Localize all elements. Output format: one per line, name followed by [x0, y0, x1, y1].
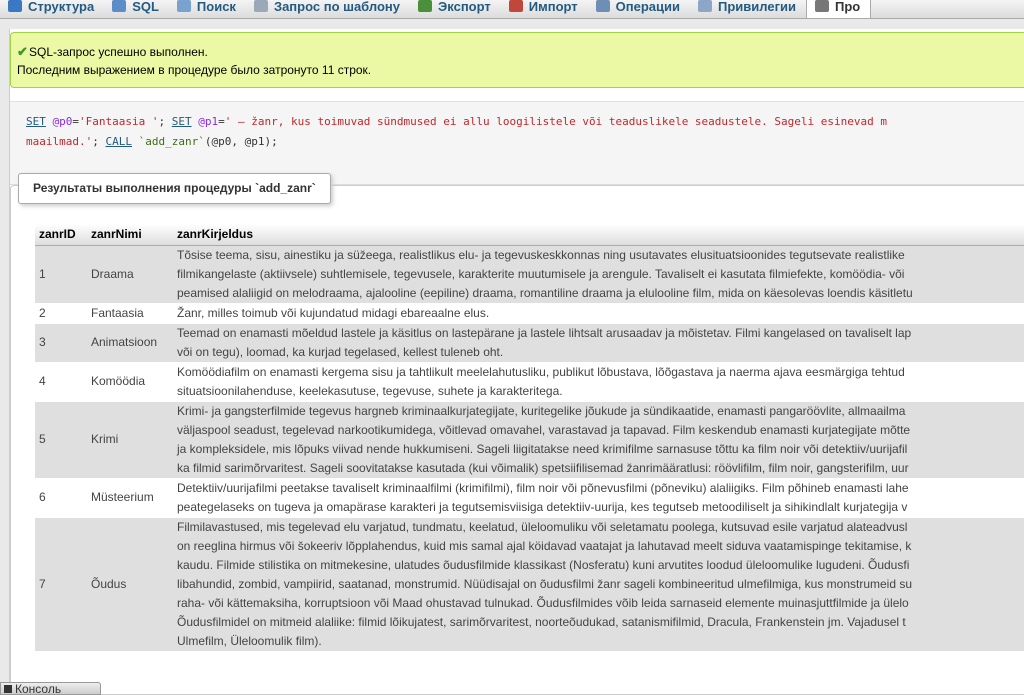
- description-line: Õudusfilmidel on mitmeid alaliike: filmid lõikujatest, sarimõrvaritest, noorteõudukad, satanismifilmid, Dracula, Frankenstein jm. Vajadusel t: [177, 614, 906, 629]
- tab-privileges[interactable]: [690, 0, 806, 19]
- sql-keyword-set[interactable]: SET: [171, 115, 192, 128]
- cell-zanrid: 2: [35, 303, 87, 323]
- description-line: peategelaseks on tugeva ja omapärase karakteri ja tegutsemisviisiga detektiiv-uurija, kes tegutseb metoodiliselt ja sihikindlalt kurjategija v: [177, 499, 908, 514]
- cell-zanrkirjeldus: [173, 245, 1024, 303]
- description-line: filmikangelaste (aktiivsele) suhtlemisele, tegevusele, karakterite muutumisele ja arengule. Tavaliselt ei kasutata filmiefekte, komöödia- või: [177, 266, 905, 281]
- table-row[interactable]: [35, 245, 1024, 303]
- tab-label: Привилегии: [718, 0, 796, 14]
- left-margin: [0, 19, 9, 682]
- cell-zanrnimi: Komöödia: [87, 362, 173, 401]
- structure-icon: [8, 0, 22, 12]
- cell-zanrnimi: Fantaasia: [87, 303, 173, 323]
- description-line: Filmilavastused, mis tegelevad elu varjatud, tundmatu, keelatud, üleloomuliku või seletamatu poolega, kutsuvad esile varjatud alateadvusl: [177, 519, 908, 534]
- main-panel: [9, 29, 1024, 695]
- table-row[interactable]: [35, 323, 1024, 362]
- table-row[interactable]: [35, 362, 1024, 401]
- procedure-results: [10, 181, 1024, 695]
- cell-zanrid: 6: [35, 478, 87, 517]
- search-icon: [177, 0, 191, 12]
- description-line: Detektiiv/uurijafilmi peetakse tavaliselt kriminaalfilmi (krimifilmi), film noir või põnevusfilmi (põneviku) alaliigiks. Film põhineb enamasti lahe: [177, 480, 909, 495]
- description-line: või on tegu), loomad, ka kurjad tegelased, kellest tuleneb oht.: [177, 344, 504, 359]
- results-table: [35, 224, 1024, 652]
- results-legend: Результаты выполнения процедуры `add_zanr`: [18, 173, 331, 204]
- description-line: Teemad on enamasti mõeldud lastele ja käsitlus on lastepärane ja lastele lihtsalt arusaadav ja mõistetav. Filmi kangelased on tavaliselt lap: [177, 325, 912, 340]
- privileges-icon: [698, 0, 712, 12]
- tab-search[interactable]: [169, 0, 246, 19]
- console-toggle[interactable]: Консоль: [0, 682, 101, 695]
- table-row[interactable]: [35, 517, 1024, 651]
- console-icon: [4, 685, 12, 693]
- description-line: peamised alaliigid on melodraama, ajalooline (eepiline) draama, romantiline draama ja elulooline film, mida on käesolevas loendis käsitletu: [177, 285, 913, 300]
- cell-zanrkirjeldus: [173, 362, 1024, 401]
- tab-label: Импорт: [528, 0, 578, 14]
- table-row[interactable]: [35, 303, 1024, 323]
- cell-zanrkirjeldus: [173, 401, 1024, 478]
- table-row[interactable]: [35, 478, 1024, 517]
- tab-label: Структура: [28, 0, 95, 14]
- table-header-row: [35, 224, 1024, 245]
- description-line: raha- või kättemaksiha, korruptsioon või Maad ohustavad tulnukad. Õudusfilmides võib leida sarnaseid elemente muinasjuttfilmide ja ülelo: [177, 595, 909, 610]
- cell-zanrid: 1: [35, 245, 87, 303]
- sql-keyword-call[interactable]: CALL: [105, 135, 132, 148]
- cell-zanrnimi: Õudus: [87, 517, 173, 651]
- description-line: ka filmid sarimõrvaritest. Sageli soovitatakse kasutada (kui võimalik) spetsiifilisemad žanrimääratlusi: röövlifilm, film noir, gangsterifilm, uur: [177, 460, 909, 475]
- tab-routines[interactable]: [806, 0, 871, 19]
- query-template-icon: [254, 0, 268, 12]
- top-tab-bar: [0, 0, 1024, 19]
- tab-operations[interactable]: [588, 0, 690, 19]
- sql-keyword-set[interactable]: SET: [26, 115, 46, 128]
- cell-zanrid: 4: [35, 362, 87, 401]
- tab-label: SQL: [132, 0, 159, 14]
- success-text: SQL-запрос успешно выполнен.: [29, 45, 208, 59]
- description-line: libahundid, zombid, vampiirid, saatanad, monstrumid. Nüüdisajal on õudusfilmi žanr sageli kombineeritud ulmefilmiga, kus monstrumeid su: [177, 576, 913, 591]
- tab-structure[interactable]: [0, 0, 104, 19]
- success-message: [10, 32, 1024, 88]
- affected-rows-text: Последним выражением в процедуре было затронуто 11 строк.: [17, 63, 372, 77]
- cell-zanrnimi: Müsteerium: [87, 478, 173, 517]
- description-line: Ulmefilm, Üleloomulik film).: [177, 633, 322, 648]
- tab-sql[interactable]: [104, 0, 169, 19]
- cell-zanrkirjeldus: [173, 478, 1024, 517]
- cell-zanrkirjeldus: [173, 323, 1024, 362]
- description-line: ja kompleksidele, mis lõpuks viivad nende hukkumiseni. Sageli liigitatakse need krimifilme sarnasuse tõttu ka film noir või detektiiv/uurijafil: [177, 441, 908, 456]
- sql-icon: [112, 0, 126, 12]
- description-line: kaudu. Filmide stilistika on mitmekesine, ulatudes õudusfilmide klassikast (Nosferatu) kuni arvutites loodud üleloomulike lugudeni. Õudusfi: [177, 557, 910, 572]
- cell-zanrid: 3: [35, 323, 87, 362]
- tab-label: Операции: [615, 0, 680, 14]
- tab-export[interactable]: [410, 0, 501, 19]
- cell-zanrnimi: Krimi: [87, 401, 173, 478]
- export-icon: [418, 0, 432, 12]
- cell-zanrkirjeldus: [173, 517, 1024, 651]
- operations-icon: [596, 0, 610, 12]
- success-check-icon: ✔: [17, 44, 28, 59]
- sql-query-display: SET @p0='Fantaasia '; SET @p1=' – žanr, kus toimuvad sündmused ei allu loogilistele või teaduslikele seadustele. Sageli esinevad m maailmad.'; CALL `add_zanr`(@p0, @p1);: [10, 101, 1024, 185]
- column-header[interactable]: zanrNimi: [87, 224, 173, 245]
- description-line: on reeglina hirmus või šokeeriv lõpplahendus, kuid mis samal ajal köidavad vaatajat ja lahutavad meelt siduva vaatamispinge tekitamise, k: [177, 538, 912, 553]
- description-line: väljaspool seadust, tegelevad narkootikumidega, võitlevad omavahel, varastavad ja tapavad. Film keskendub enamasti kurjategijate mõtte: [177, 422, 911, 437]
- description-line: situatsioonilahenduse, keelekasutuse, tegevuse, suhete ja karakteritega.: [177, 383, 563, 398]
- cell-zanrid: 7: [35, 517, 87, 651]
- tab-label: Экспорт: [438, 0, 491, 14]
- table-row[interactable]: [35, 401, 1024, 478]
- description-line: Komöödiafilm on enamasti kergema sisu ja tahtlikult meelelahutusliku, publikut lõbustava, lõõgastava ja naerma ajava eesmärgiga tehtud: [177, 364, 905, 379]
- column-header[interactable]: zanrKirjeldus: [173, 224, 1024, 245]
- description-line: Krimi- ja gangsterfilmide tegevus hargneb kriminaalkurjategijate, kuritegelike jõukude ja sündikaatide, enamasti pangaröövlite, allmaailma: [177, 403, 906, 418]
- tab-label: Про: [834, 0, 861, 14]
- cell-zanrnimi: Animatsioon: [87, 323, 173, 362]
- tab-import[interactable]: [501, 0, 588, 19]
- cell-zanrid: 5: [35, 401, 87, 478]
- column-header[interactable]: zanrID: [35, 224, 87, 245]
- description-line: Tõsise teema, sisu, ainestiku ja süžeega, realistlikus elu- ja tegevuskeskkonnas ning usutavates elusituatsioonides tegutsevate realistlike: [177, 247, 905, 262]
- tab-label: Запрос по шаблону: [273, 0, 401, 14]
- cell-zanrkirjeldus: [173, 303, 1024, 323]
- cell-zanrnimi: Draama: [87, 245, 173, 303]
- routines-icon: [815, 0, 829, 12]
- tab-label: Поиск: [196, 0, 236, 14]
- procedure-name: `add_zanr`: [138, 135, 205, 148]
- import-icon: [509, 0, 523, 12]
- description-line: Žanr, milles toimub või kujundatud midagi ebareaalne elus.: [177, 305, 490, 320]
- tab-query-template[interactable]: [246, 0, 410, 19]
